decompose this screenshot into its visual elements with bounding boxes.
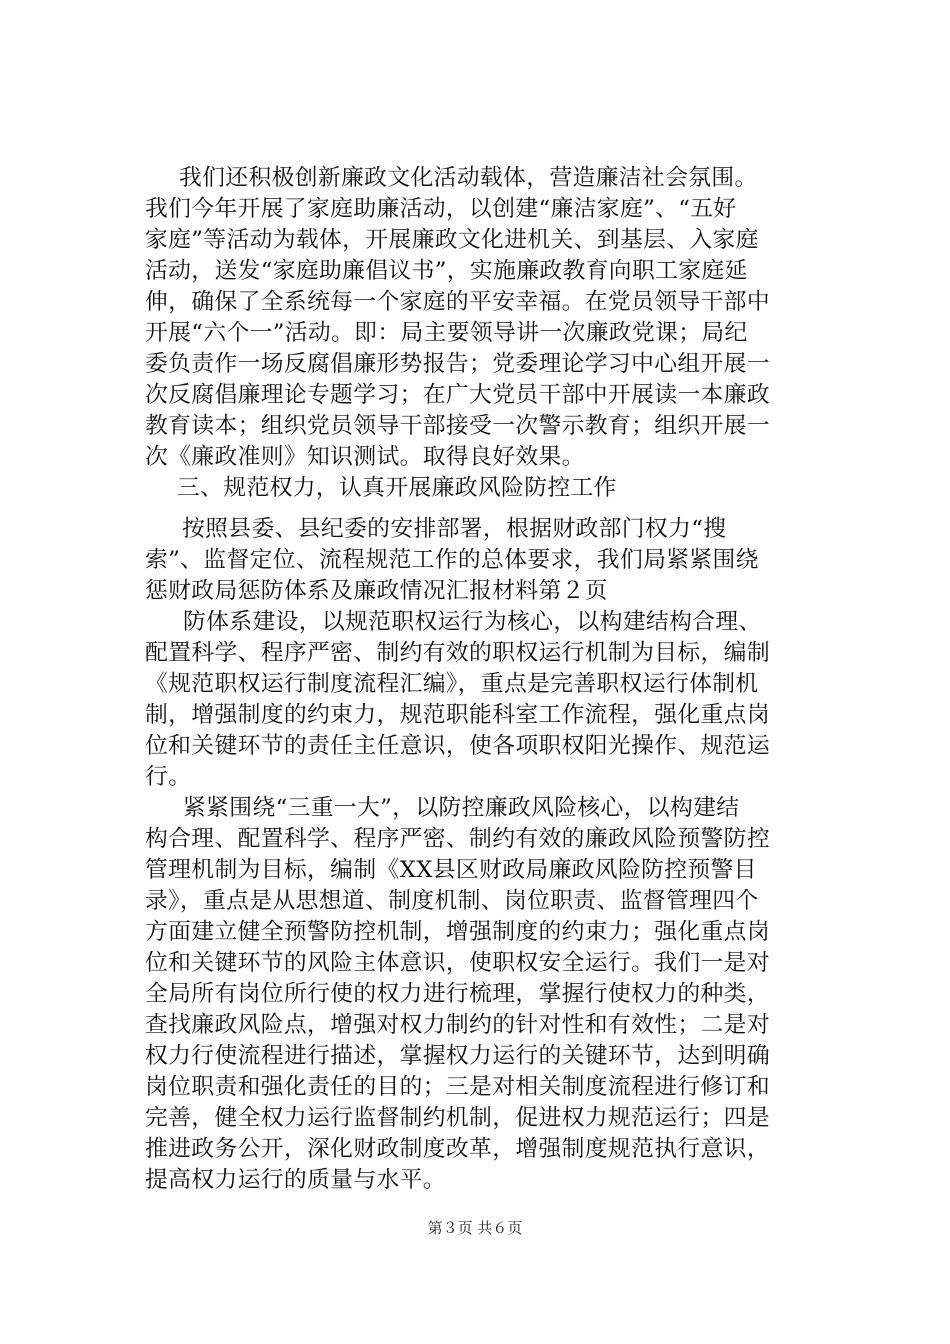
text-line: 制，增强制度的约束力，规范职能科室工作流程，强化重点岗 <box>145 702 770 728</box>
text-line: 三、规范权力，认真开展廉政风险防控工作 <box>177 475 617 501</box>
text-line: 我们还积极创新廉政文化活动载体，营造廉洁社会氛围。 <box>179 165 758 191</box>
text-line: 权力行使流程进行描述，掌握权力运行的关键环节，达到明确 <box>145 1043 770 1069</box>
text-line: 惩财政局惩防体系及廉政情况汇报材料第２页 <box>145 578 608 604</box>
text-line: 岗位职责和强化责任的目的；三是对相关制度流程进行修订和 <box>145 1074 770 1100</box>
text-line: 位和关键环节的风险主体意识，使职权安全运行。我们一是对 <box>145 950 770 976</box>
text-line: 伸，确保了全系统每一个家庭的平安幸福。在党员领导干部中 <box>145 289 770 315</box>
text-line: 配置科学、程序严密、制约有效的职权运行机制为目标，编制 <box>145 640 770 666</box>
text-line: 构合理、配置科学、程序严密、制约有效的廉政风险预警防控 <box>145 826 770 852</box>
text-line: 索”、监督定位、流程规范工作的总体要求，我们局紧紧围绕 <box>145 547 759 573</box>
text-line: 方面建立健全预警防控机制，增强制度的约束力；强化重点岗 <box>145 919 770 945</box>
text-line: 管理机制为目标，编制《XX县区财政局廉政风险防控预警目 <box>145 857 757 883</box>
text-line: 位和关键环节的责任主任意识，使各项职权阳光操作、规范运 <box>145 733 770 759</box>
text-line: 我们今年开展了家庭助廉活动，以创建“廉洁家庭”、“五好 <box>145 196 737 222</box>
page-footer: 第３页 共６页 <box>427 1219 523 1237</box>
text-line: 活动，送发“家庭助廉倡议书”，实施廉政教育向职工家庭延 <box>145 258 748 284</box>
text-line: 按照县委、县纪委的安排部署，根据财政部门权力“搜 <box>182 516 727 542</box>
text-line: 次《廉政准则》知识测试。取得良好效果。 <box>145 444 585 470</box>
text-line: 完善，健全权力运行监督制约机制，促进权力规范运行；四是 <box>145 1105 770 1131</box>
text-line: 《规范职权运行制度流程汇编》，重点是完善职权运行体制机 <box>145 671 759 697</box>
text-line: 行。 <box>145 764 192 790</box>
text-line: 提高权力运行的质量与水平。 <box>145 1167 446 1193</box>
text-line: 全局所有岗位所行使的权力进行梳理，掌握行使权力的种类， <box>145 981 770 1007</box>
text-line: 紧紧围绕“三重一大”，以防控廉政风险核心，以构建结 <box>183 795 740 821</box>
text-line: 录》，重点是从思想道、制度机制、岗位职责、监督管理四个 <box>145 888 759 914</box>
text-line: 家庭”等活动为载体，开展廉政文化进机关、到基层、入家庭 <box>145 227 759 253</box>
text-line: 开展“六个一”活动。即：局主要领导讲一次廉政党课；局纪 <box>145 320 748 346</box>
text-line: 次反腐倡廉理论专题学习；在广大党员干部中开展读一本廉政 <box>145 382 770 408</box>
text-line: 推进政务公开，深化财政制度改革，增强制度规范执行意识， <box>145 1136 770 1162</box>
text-line: 查找廉政风险点，增强对权力制约的针对性和有效性；二是对 <box>145 1012 770 1038</box>
text-line: 防体系建设，以规范职权运行为核心，以构建结构合理、 <box>183 609 762 635</box>
text-line: 委负责作一场反腐倡廉形势报告；党委理论学习中心组开展一 <box>145 351 770 377</box>
text-line: 教育读本；组织党员领导干部接受一次警示教育；组织开展一 <box>145 413 770 439</box>
